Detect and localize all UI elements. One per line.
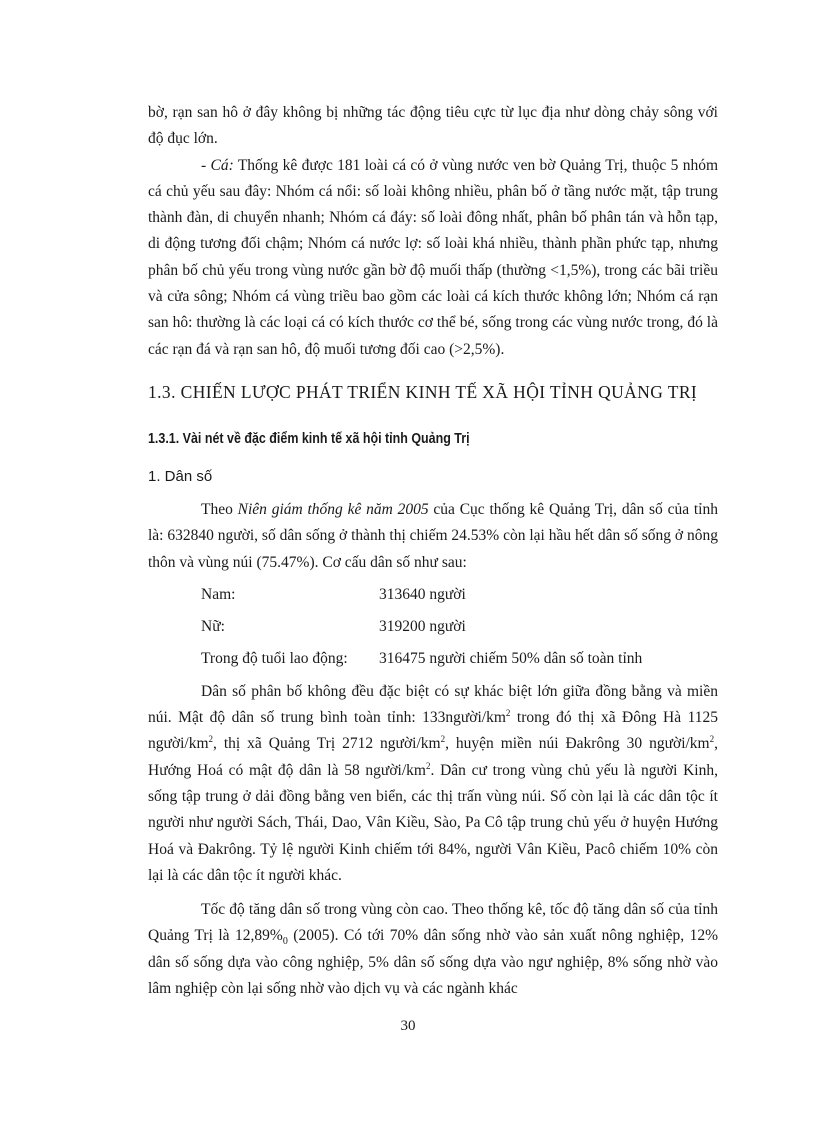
yearbook-title: Niên giám thống kê năm 2005 bbox=[237, 500, 429, 518]
density-text: trong đó thị xã Đông Hà 1125 người/km bbox=[148, 709, 718, 753]
fish-text: Thống kê được 181 loài cá có ở vùng nước ven bờ Quảng Trị, thuộc 5 nhóm cá chủ yếu sau đây: Nhóm cá nổi: số loài không nhiều, phân bố ở tầng nước mặt, tập trung thành đàn, di chuyển nhanh; Nhóm cá đáy: số loài đông nhất, phân bố phân tán và hỗn tạp, di động tương đối chậm; Nhóm cá nước lợ: số loài khá nhiều, thành phần phức tạp, nhưng phân bố chủ yếu trong vùng nước gần bờ độ muối thấp (thường <1,5%), trong các bãi triều và cửa sông; Nhóm cá vùng triều bao gồm các loài cá kích thước không lớn; Nhóm cá rạn san hô: thường là các loại cá có kích thước cơ thể bé, sống trong các vùng nước trong, đó là các rạn đá và rạn san hô, độ muối tương đối cao (>2,5%). bbox=[148, 156, 718, 358]
subscript: 0 bbox=[282, 936, 288, 948]
population-label: Trong độ tuổi lao động: bbox=[201, 650, 348, 668]
population-value: 316475 người chiếm 50% dân số toàn tỉnh bbox=[379, 650, 643, 668]
density-paragraph bbox=[148, 679, 718, 889]
density-text: . Dân cư trong vùng chủ yếu là người Kinh, sống tập trung ở dải đồng bằng ven biển, các thị trấn vùng núi. Số còn lại là các dân tộc ít người như người Sách, Thái, Dao, Vân Kiều, Sào, Pa Cô tập trung chủ yếu ở huyện Hướng Hoá và Đakrông. Tỷ lệ người Kinh chiếm tới 84%, người Vân Kiều, Pacô chiếm 10% còn lại là các dân tộc ít người khác. bbox=[148, 761, 718, 884]
superscript: 2 bbox=[425, 760, 431, 771]
fish-paragraph bbox=[148, 153, 718, 363]
density-text: , huyện miền núi Đakrông 30 người/km bbox=[445, 735, 710, 753]
stats-before: Theo bbox=[201, 500, 238, 518]
superscript: 2 bbox=[440, 734, 446, 745]
population-label: Nữ: bbox=[201, 618, 225, 636]
density-text: , Hướng Hoá có mật độ dân là 58 người/km bbox=[148, 735, 718, 779]
intro-paragraph: bờ, rạn san hô ở đây không bị những tác động tiêu cực từ lục địa như dòng chảy sông với độ đục lớn. bbox=[148, 104, 718, 148]
population-row-working-age bbox=[201, 646, 718, 672]
population-label: Nam: bbox=[201, 585, 236, 603]
fish-term: Cá: bbox=[210, 156, 234, 174]
statistics-paragraph bbox=[148, 497, 718, 576]
population-value: 319200 người bbox=[379, 618, 466, 636]
superscript: 2 bbox=[208, 734, 214, 745]
document-page bbox=[148, 100, 718, 1002]
superscript: 2 bbox=[505, 707, 511, 718]
superscript: 2 bbox=[709, 734, 715, 745]
section-heading-1-3-1: 1.3.1. Vài nét về đặc điểm kinh tế xã hội tỉnh Quảng Trị bbox=[148, 430, 470, 447]
population-value: 313640 người bbox=[379, 585, 466, 603]
population-structure bbox=[201, 582, 718, 673]
stats-after: của Cục thống kê Quảng Trị, dân số của tỉnh là: 632840 người, số dân sống ở thành thị chiếm 24.53% còn lại hầu hết dân số sống ở nông thôn và vùng núi (75.47%). Cơ cấu dân số như sau: bbox=[148, 500, 718, 571]
section-heading-1-3: 1.3. CHIẾN LƯỢC PHÁT TRIỂN KINH TẾ XÃ HỘI TỈNH QUẢNG TRỊ bbox=[148, 381, 698, 402]
subsection-heading-population: 1. Dân số bbox=[148, 467, 213, 485]
growth-paragraph bbox=[148, 897, 718, 1002]
density-text: , thị xã Quảng Trị 2712 người/km bbox=[213, 735, 441, 753]
population-row-male bbox=[201, 582, 718, 608]
growth-text: Tốc độ tăng dân số trong vùng còn cao. Theo thống kê, tốc độ tăng dân số của tỉnh Quảng Trị là 12,89% bbox=[148, 901, 718, 945]
growth-text: (2005). Có tới 70% dân sống nhờ vào sản xuất nông nghiệp, 12% dân số sống dựa vào công nghiệp, 5% dân số sống dựa vào ngư nghiệp, 8% sống nhờ vào lâm nghiệp còn lại sống nhờ vào dịch vụ và các ngành khác bbox=[148, 927, 718, 998]
population-row-female bbox=[201, 614, 718, 640]
fish-lead: - bbox=[201, 156, 211, 174]
density-text: Dân số phân bố không đều đặc biệt có sự khác biệt lớn giữa đồng bằng và miền núi. Mật độ dân số trung bình toàn tỉnh: 133người/km bbox=[148, 682, 718, 727]
page-number: 30 bbox=[400, 1018, 416, 1034]
